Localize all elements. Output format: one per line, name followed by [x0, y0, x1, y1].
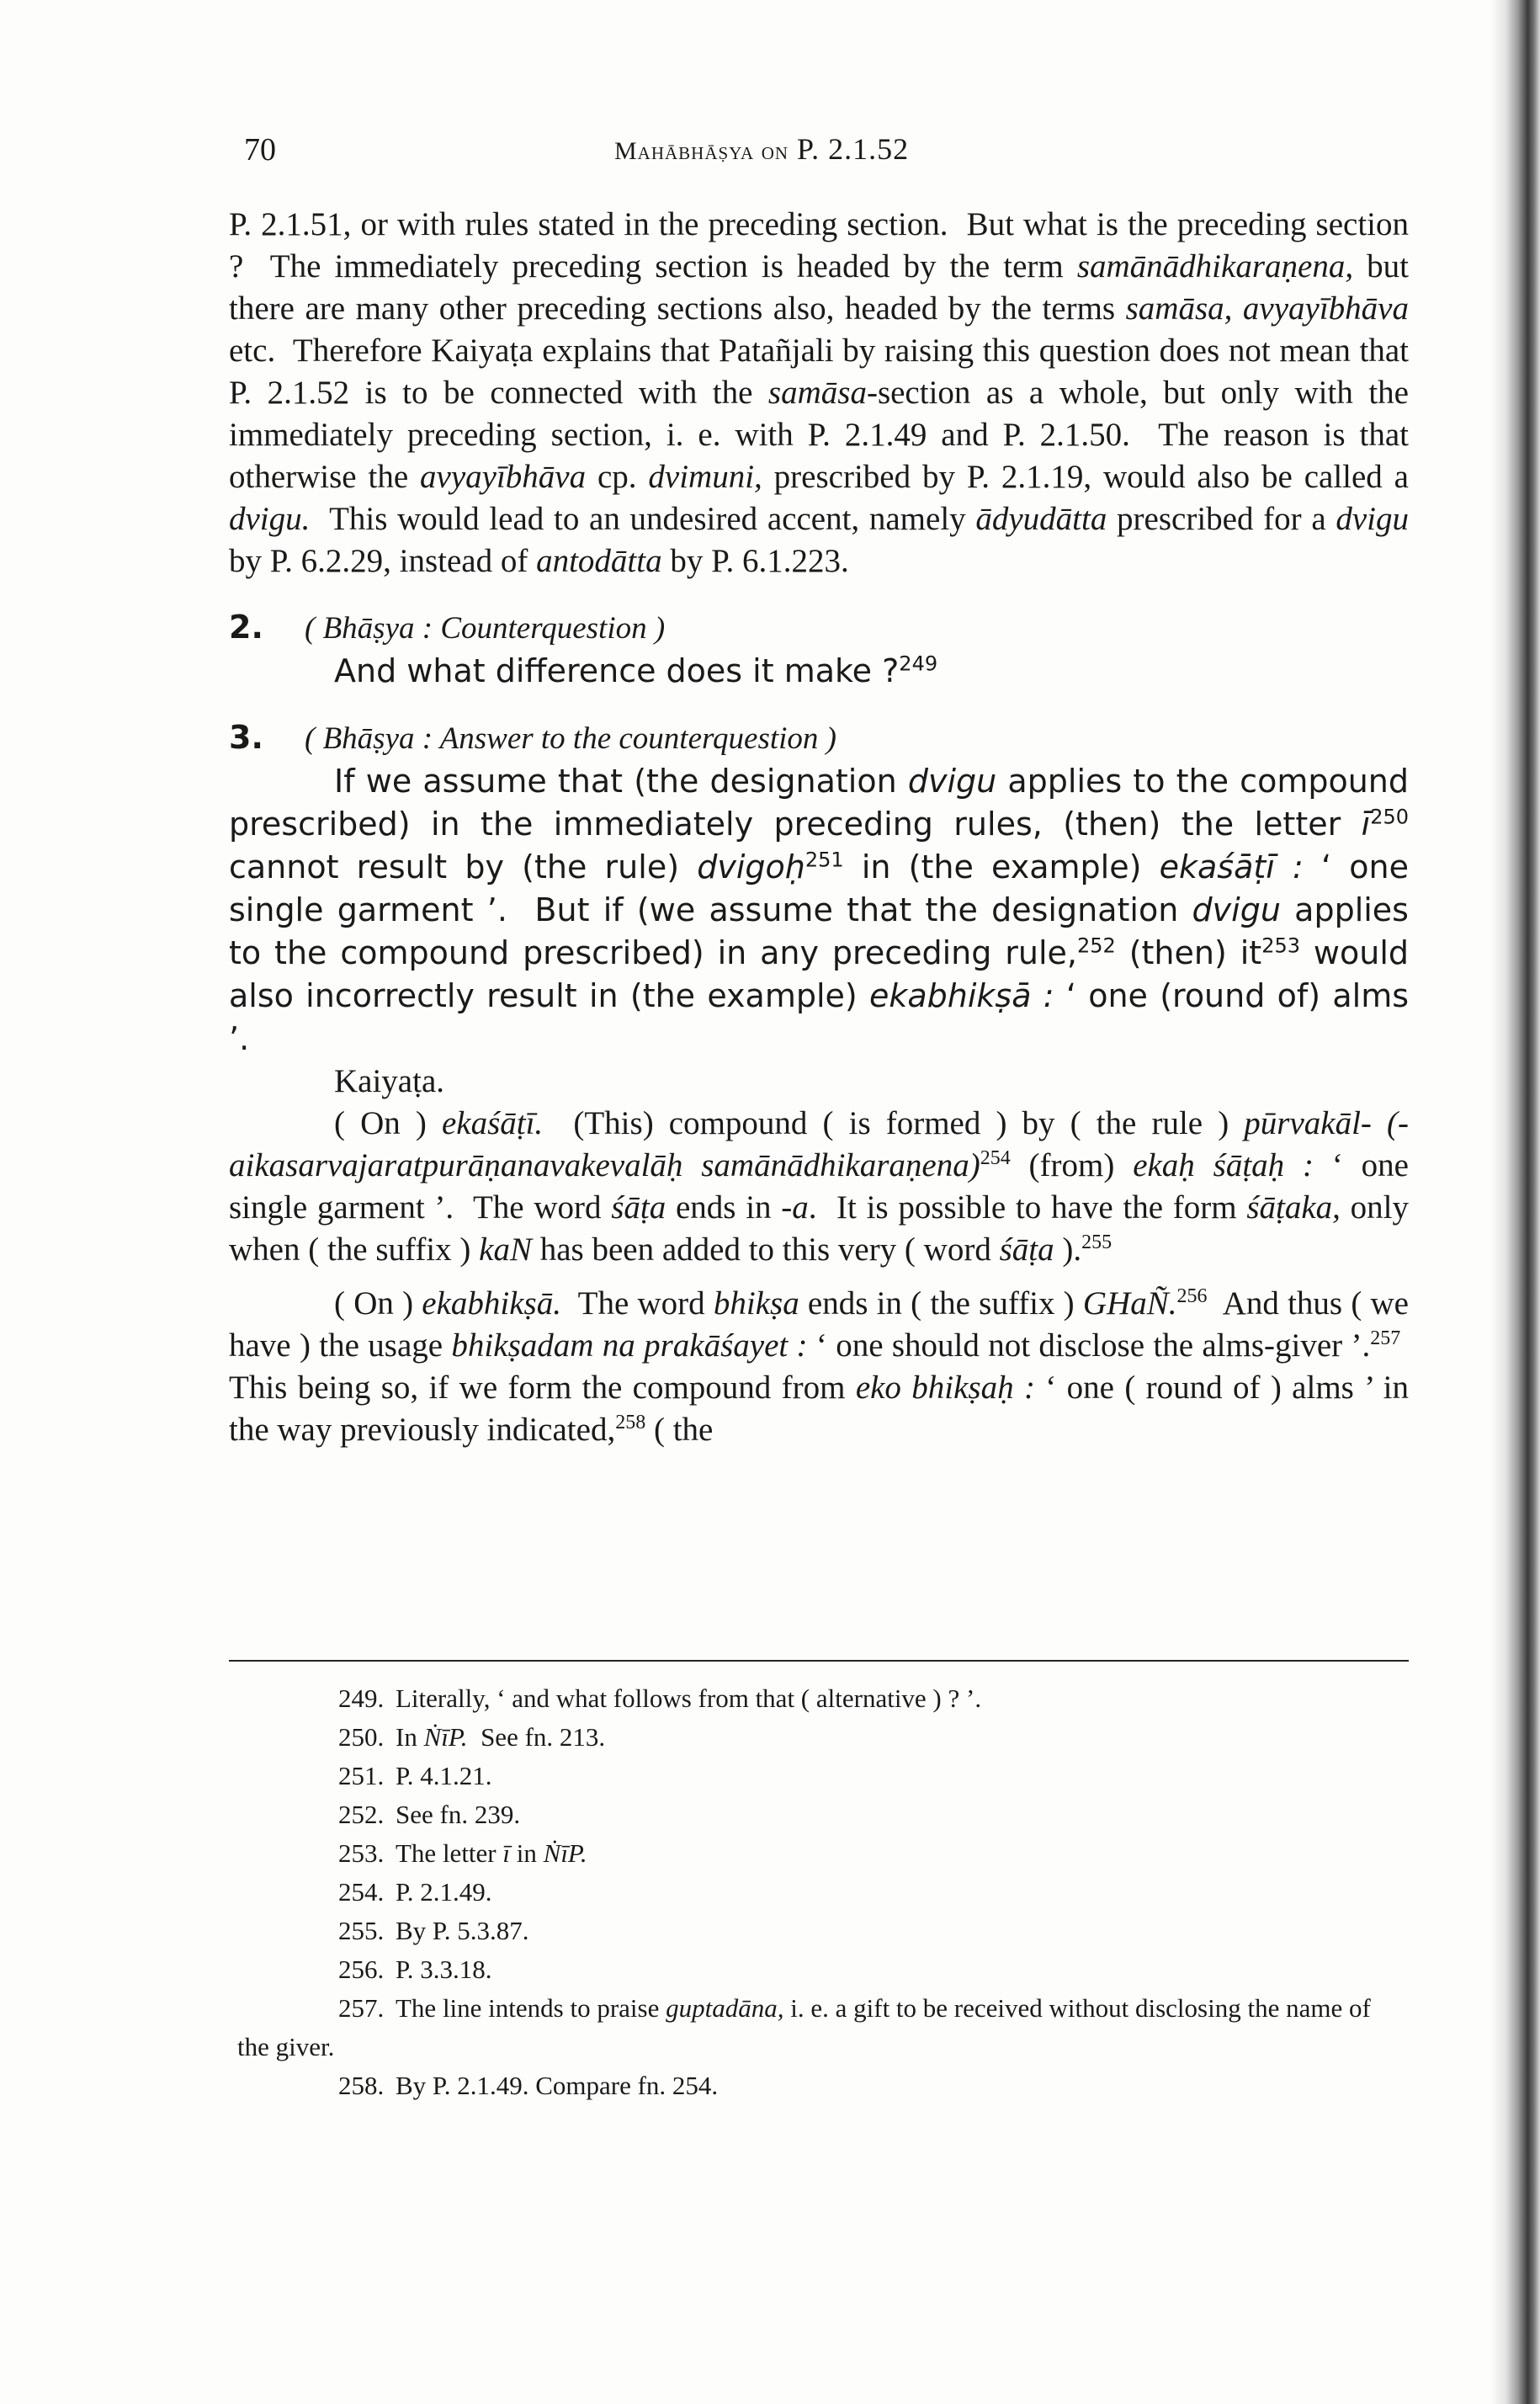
running-head-rule: P. 2.1.52 [797, 132, 910, 166]
footnote-text: By P. 5.3.87. [396, 1916, 529, 1945]
footnote-term: ī [502, 1838, 511, 1868]
footnotes [237, 1679, 1409, 2105]
footnote-text: i. e. a gift to be received without disclosing the name of the giver. [237, 1993, 1371, 2061]
footnote-text: in [516, 1838, 537, 1868]
footnote-text: The letter [396, 1838, 497, 1868]
scanned-page-edge [1491, 0, 1540, 2404]
counterquestion-text: And what difference does it make ? [334, 652, 900, 689]
footnote-257: 257. The line intends to praise guptadāna, i. e. a gift to be received without disclosing the name of the giver. [237, 1993, 1371, 2061]
footnote-254: 254. P. 2.1.49. [338, 1877, 492, 1907]
main-text [229, 204, 1409, 1451]
section-2 [229, 606, 1409, 650]
footnote-253: 253. The letter ī in ṄīP. [338, 1838, 587, 1868]
footnote-text: By P. 2.1.49. Compare fn. 254. [396, 2071, 719, 2100]
footnote-249: 249. Literally, ‘ and what follows from that ( alternative ) ? ’. [338, 1683, 982, 1713]
section-3-text: If we assume that (the designation dvigu applies to the compound prescribed) in the immediately preceding rules, (then) the letter $ī^{250}$ cannot result by (the rule) dvigoḥ$^{251}$ in (the example) ekaśāṭī : ‘ one single garment ’. But if (we assume that the designation dvigu applies to the compound prescribed) in any preceding rule,$^{252}$ (then) $it^{253}$ would also incorrectly result in (the example) ekabhikṣā : ‘ one (round of) alms ’. [229, 763, 1410, 1057]
footnote-text: In [396, 1722, 417, 1752]
kaiyata-paragraph-1: ( On ) ekaśāṭī. (This) compound ( is formed ) by ( the rule ) pūrvakāl- (-aikasarvajaratpurāṇanavakevalāḥ samānādhikaraṇena)$^{254}$ (from) ekaḥ śāṭaḥ : ‘ one single garment ’. The word śāṭa ends in -a. It is possible to have the form śāṭaka, only when ( the suffix ) kaN has been added to this very ( word śāṭa ).$^{255}$ [229, 1105, 1410, 1268]
footnote-term: ṄīP. [423, 1722, 468, 1752]
footnote-text: Literally, ‘ and what follows from that ( alternative ) ? ’. [396, 1683, 982, 1713]
running-head [614, 131, 909, 167]
running-head-title: Mahābhāṣya on [614, 137, 789, 165]
footnote-term: guptadāna, [666, 1993, 784, 2023]
section-2-heading: ( Bhāṣya : Counterquestion ) [305, 611, 666, 646]
kaiyata-heading: Kaiyaṭa. [334, 1063, 445, 1099]
footnote-rule [229, 1660, 1409, 1662]
footnote-text: P. 2.1.49. [396, 1877, 492, 1907]
footnote-252: 252. See fn. 239. [338, 1800, 521, 1829]
footnote-text: P. 3.3.18. [396, 1955, 492, 1984]
section-3 [229, 716, 1409, 760]
footnote-258: 258. By P. 2.1.49. Compare fn. 254. [338, 2071, 719, 2100]
section-3-number: 3. [229, 719, 263, 756]
footnote-250: 250. In ṄīP. See fn. 213. [338, 1722, 606, 1752]
section-2-number: 2. [229, 609, 263, 646]
page-number: 70 [244, 132, 276, 168]
kaiyata-paragraph-2: ( On ) ekabhikṣā. The word bhikṣa ends in ( the suffix ) GHaÑ.$^{256}$ And thus ( we have ) the usage bhikṣadam na prakāśayet : ‘ one should not disclose the alms-giver ’.$^{257}$ This being so, if we form the compound from eko bhikṣaḥ : ‘ one ( round of ) alms ’ in the way previously indicated,$^{258}$ ( the [229, 1285, 1409, 1448]
footnote-255: 255. By P. 5.3.87. [338, 1916, 529, 1945]
footnote-text: The line intends to praise [396, 1993, 660, 2023]
page-header [244, 131, 1407, 173]
footnote-term: ṄīP. [543, 1838, 587, 1868]
footnote-text: P. 4.1.21. [396, 1761, 492, 1790]
section-3-heading: ( Bhāṣya : Answer to the counterquestion ) [305, 721, 836, 756]
paragraph-continued: P. 2.1.51, or with rules stated in the preceding section. But what is the preceding section ? The immediately preceding section is headed by the term samānādhikaraṇena, but there are many other preceding sections also, headed by the terms samāsa, avyayībhāva etc. Therefore Kaiyaṭa explains that Patañjali by raising this question does not mean that P. 2.1.52 is to be connected with the samāsa-section as a whole, but only with the immediately preceding section, i. e. with P. 2.1.49 and P. 2.1.50. The reason is that otherwise the avyayībhāva cp. dvimuni, prescribed by P. 2.1.19, would also be called a dvigu. This would lead to an undesired accent, namely ādyudātta prescribed for a dvigu by P. 6.2.29, instead of antodātta by P. 6.1.223. [229, 206, 1410, 579]
section-2-text: And what difference does it make ?$^{249}$ [334, 652, 938, 689]
footnote-251: 251. P. 4.1.21. [338, 1761, 492, 1790]
footnote-256: 256. P. 3.3.18. [338, 1955, 492, 1984]
footnote-text: See fn. 213. [481, 1722, 606, 1752]
footnote-text: See fn. 239. [396, 1800, 521, 1829]
